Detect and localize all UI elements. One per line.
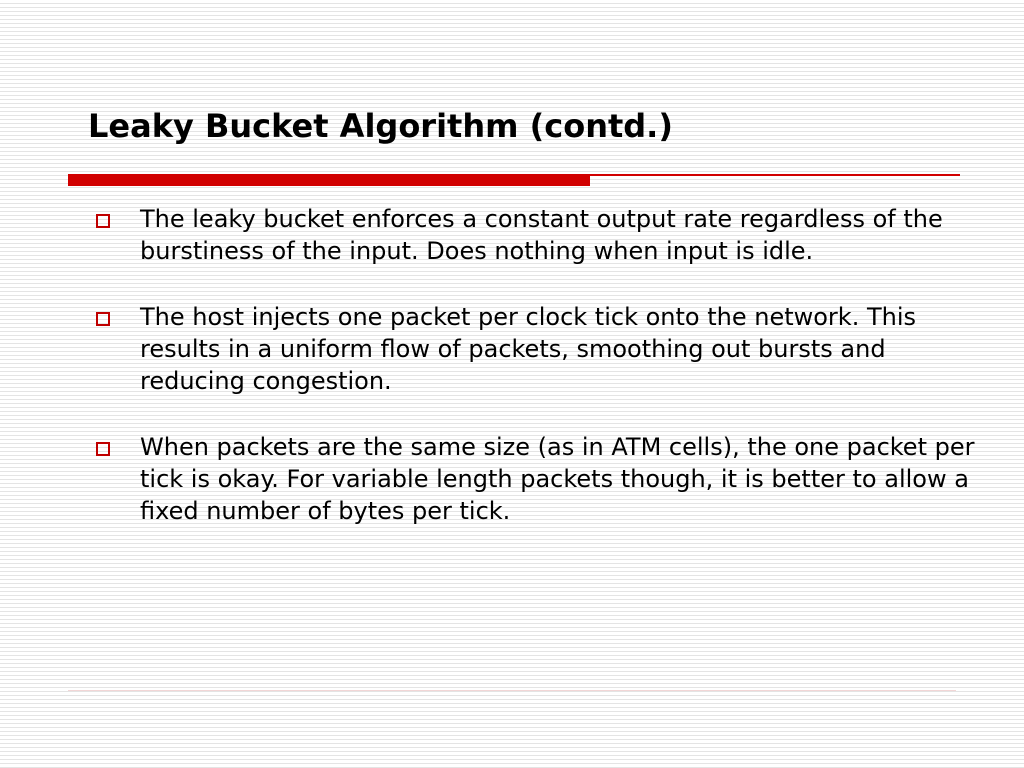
bullet-list [96,203,986,561]
bullet-text: The host injects one packet per clock tick onto the network. This results in a uniform flow of packets, smoothing out bursts and reducing congestion. [140,303,916,395]
bullet-text: When packets are the same size (as in ATM cells), the one packet per tick is okay. For variable length packets though, it is better to allow a fixed number of bytes per tick. [140,433,975,525]
hollow-square-bullet-icon [96,312,110,326]
bullet-item [96,431,986,527]
slide-title: Leaky Bucket Algorithm (contd.) [88,107,673,145]
bullet-item [96,301,986,397]
hollow-square-bullet-icon [96,442,110,456]
footer-divider [68,690,956,691]
title-underline-thin [590,174,960,176]
hollow-square-bullet-icon [96,214,110,228]
bullet-item [96,203,986,267]
title-underline-thick [68,174,590,186]
bullet-text: The leaky bucket enforces a constant output rate regardless of the burstiness of the input. Does nothing when input is idle. [140,205,943,265]
